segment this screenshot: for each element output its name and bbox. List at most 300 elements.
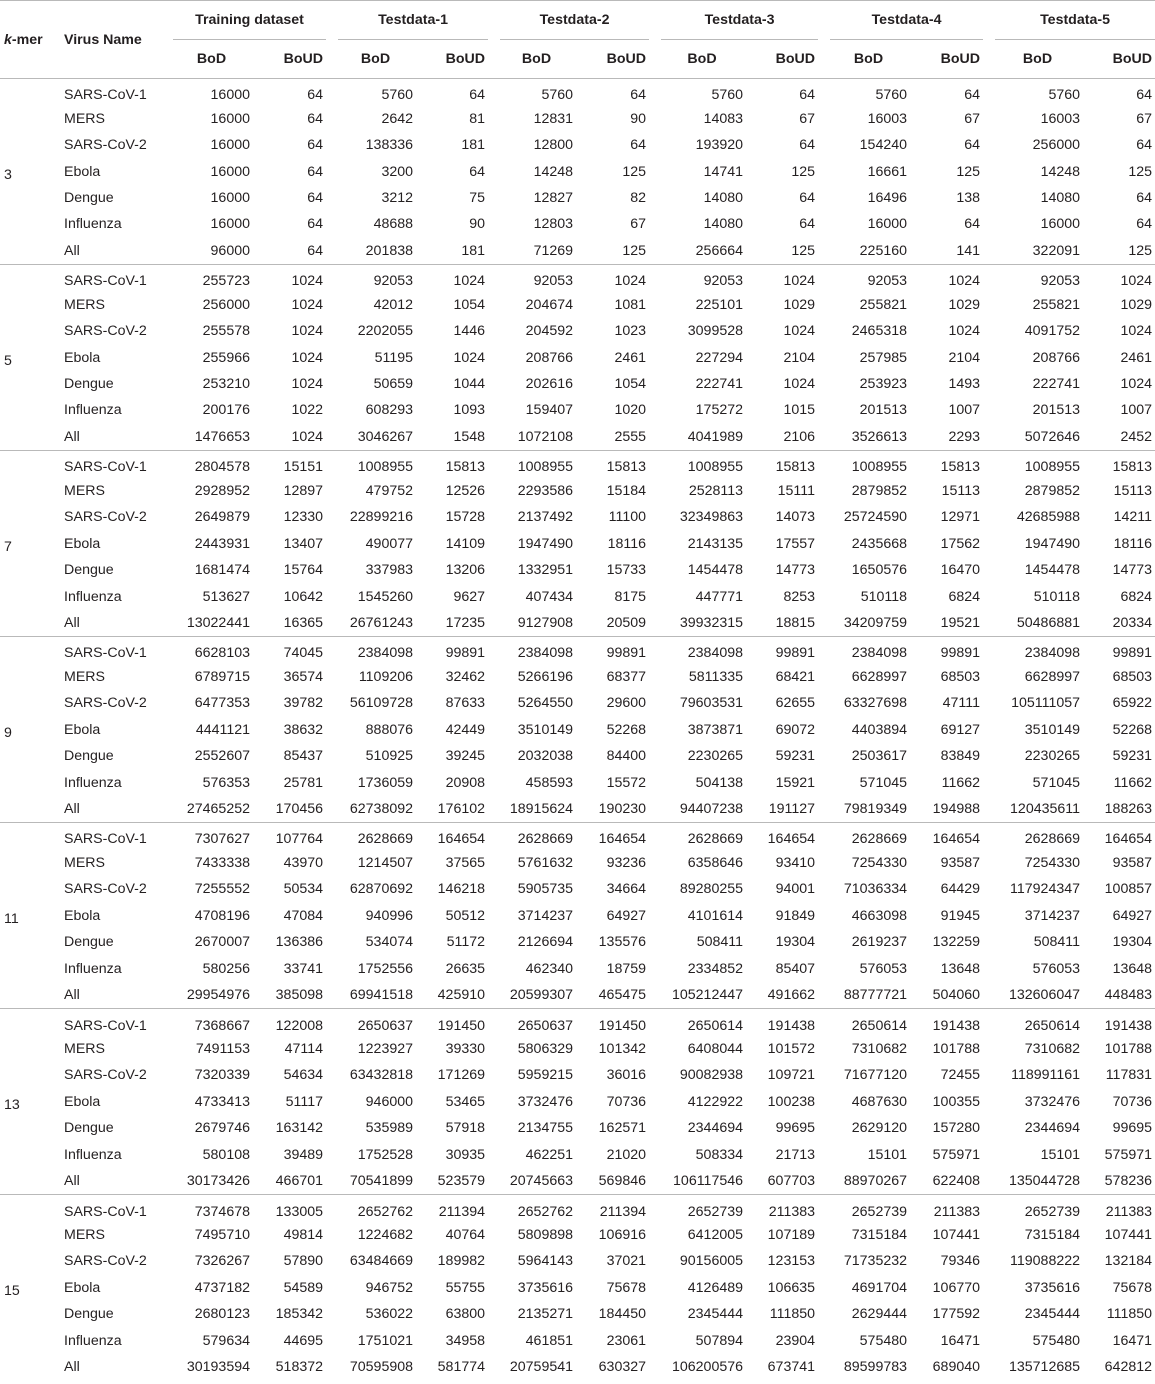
bod-cell: 63484669 <box>349 1253 414 1270</box>
boud-cell: 101788 <box>932 1040 981 1057</box>
bod-cell: 34209759 <box>843 614 908 631</box>
virus-name-cell: Influenza <box>64 1332 122 1349</box>
bod-cell: 479752 <box>365 482 414 499</box>
bod-cell: 29954976 <box>186 987 250 1004</box>
boud-cell: 15113 <box>941 482 981 499</box>
bod-cell: 16000 <box>867 216 908 233</box>
bod-cell: 5760 <box>711 87 744 104</box>
boud-cell: 10642 <box>283 588 324 605</box>
table-row <box>0 982 1155 1009</box>
bod-cell: 580108 <box>202 1146 250 1163</box>
bod-cell: 946000 <box>365 1093 414 1110</box>
bod-cell: 7255552 <box>194 881 250 898</box>
boud-cell: 111850 <box>769 1306 816 1323</box>
boud-cell: 1007 <box>1120 402 1153 419</box>
boud-cell: 44695 <box>283 1332 324 1349</box>
bod-cell: 1332951 <box>517 562 574 579</box>
table-row <box>0 451 1155 478</box>
boud-cell: 2106 <box>783 428 816 445</box>
boud-cell: 70736 <box>606 1093 647 1110</box>
boud-cell: 50512 <box>445 907 486 924</box>
boud-cell: 448483 <box>1104 987 1153 1004</box>
kmer-value: 15 <box>4 1282 20 1299</box>
table-row <box>0 743 1155 769</box>
bod-cell: 51195 <box>374 349 414 366</box>
boud-cell: 465475 <box>598 987 647 1004</box>
bod-cell: 4663098 <box>851 907 908 924</box>
bod-cell: 576053 <box>1032 960 1081 977</box>
boud-cell: 32462 <box>445 668 486 685</box>
bod-cell: 7307627 <box>194 831 250 848</box>
boud-cell: 38632 <box>283 721 324 738</box>
table-row <box>0 397 1155 423</box>
subheader-boud: BoUD <box>1112 51 1153 67</box>
bod-cell: 1752528 <box>357 1146 414 1163</box>
kmer-block <box>0 823 1155 1009</box>
bod-cell: 534074 <box>365 934 414 951</box>
boud-cell: 39782 <box>283 695 324 712</box>
boud-cell: 211383 <box>1105 1203 1153 1220</box>
boud-cell: 16365 <box>283 614 324 631</box>
boud-cell: 15813 <box>940 459 981 476</box>
bod-cell: 16000 <box>1040 216 1081 233</box>
bod-cell: 204674 <box>525 296 574 313</box>
bod-cell: 4687630 <box>851 1093 908 1110</box>
bod-cell: 4122922 <box>687 1093 744 1110</box>
boud-cell: 26635 <box>445 960 486 977</box>
bod-cell: 26761243 <box>349 614 414 631</box>
bod-cell: 2650637 <box>357 1017 414 1034</box>
boud-cell: 64 <box>964 87 981 104</box>
boud-cell: 79346 <box>940 1253 981 1270</box>
boud-cell: 42449 <box>445 721 486 738</box>
bod-cell: 5761632 <box>517 854 574 871</box>
boud-cell: 100238 <box>767 1093 816 1110</box>
bod-cell: 62738092 <box>349 801 414 818</box>
bod-cell: 5760 <box>381 87 414 104</box>
boud-cell: 132259 <box>932 934 981 951</box>
boud-cell: 2452 <box>1120 428 1153 445</box>
boud-cell: 125 <box>1128 242 1153 259</box>
boud-cell: 52268 <box>606 721 647 738</box>
boud-cell: 64 <box>307 216 324 233</box>
bod-cell: 202616 <box>525 376 574 393</box>
bod-cell: 4708196 <box>194 907 250 924</box>
bod-cell: 3873871 <box>687 721 744 738</box>
boud-cell: 75678 <box>606 1279 647 1296</box>
boud-cell: 1054 <box>453 296 486 313</box>
bod-cell: 16496 <box>867 189 908 206</box>
boud-cell: 21713 <box>775 1146 816 1163</box>
boud-cell: 109721 <box>767 1067 816 1084</box>
boud-cell: 1023 <box>614 323 647 340</box>
boud-cell: 29600 <box>606 695 647 712</box>
bod-cell: 208766 <box>1032 349 1081 366</box>
bod-cell: 2230265 <box>1024 748 1081 765</box>
boud-cell: 164654 <box>437 831 486 848</box>
boud-cell: 84400 <box>606 748 647 765</box>
boud-cell: 211383 <box>768 1203 816 1220</box>
table-row <box>0 1354 1155 1380</box>
subheader-row <box>0 40 1155 79</box>
boud-cell: 1093 <box>453 402 486 419</box>
bod-cell: 16000 <box>210 110 250 127</box>
table-row <box>0 292 1155 318</box>
boud-cell: 181 <box>461 242 486 259</box>
boud-cell: 1029 <box>1120 296 1153 313</box>
boud-cell: 23904 <box>775 1332 816 1349</box>
boud-cell: 11662 <box>941 774 981 791</box>
table-row <box>0 1168 1155 1195</box>
boud-cell: 19521 <box>940 614 981 631</box>
boud-cell: 18759 <box>606 960 647 977</box>
bod-cell: 2384098 <box>851 645 908 662</box>
boud-cell: 385098 <box>275 987 324 1004</box>
boud-cell: 36016 <box>606 1067 647 1084</box>
boud-cell: 101572 <box>767 1040 816 1057</box>
bod-cell: 255723 <box>202 273 250 290</box>
boud-cell: 1024 <box>948 273 981 290</box>
bod-cell: 32349863 <box>679 509 744 526</box>
bod-cell: 462340 <box>525 960 574 977</box>
boud-cell: 2293 <box>948 428 981 445</box>
bod-cell: 79603531 <box>679 695 744 712</box>
table-row <box>0 344 1155 370</box>
boud-cell: 191127 <box>768 801 816 818</box>
bod-cell: 96000 <box>210 242 250 259</box>
boud-cell: 47084 <box>283 907 324 924</box>
boud-cell: 1024 <box>1120 323 1153 340</box>
boud-cell: 1024 <box>1120 376 1153 393</box>
bod-cell: 1008955 <box>1024 459 1081 476</box>
boud-cell: 141 <box>956 242 981 259</box>
boud-cell: 491662 <box>767 987 816 1004</box>
bod-cell: 48688 <box>373 216 414 233</box>
boud-cell: 64 <box>307 137 324 154</box>
bod-cell: 256000 <box>202 296 250 313</box>
table-row <box>0 610 1155 637</box>
boud-cell: 191438 <box>932 1017 981 1034</box>
boud-cell: 67 <box>964 110 981 127</box>
boud-cell: 125 <box>791 163 816 180</box>
boud-cell: 99695 <box>1112 1120 1153 1137</box>
bod-cell: 2879852 <box>851 482 908 499</box>
boud-cell: 15921 <box>775 774 816 791</box>
boud-cell: 581774 <box>437 1359 486 1376</box>
bod-cell: 255821 <box>859 296 908 313</box>
bod-cell: 90082938 <box>679 1067 744 1084</box>
boud-cell: 123153 <box>767 1253 816 1270</box>
boud-cell: 425910 <box>437 987 486 1004</box>
boud-cell: 100355 <box>932 1093 981 1110</box>
virus-name-cell: Dengue <box>64 748 114 765</box>
boud-cell: 1548 <box>453 428 486 445</box>
bod-cell: 6408044 <box>687 1040 744 1057</box>
boud-cell: 16470 <box>940 562 981 579</box>
boud-cell: 63800 <box>445 1306 486 1323</box>
bod-cell: 2126694 <box>517 934 574 951</box>
bod-cell: 70595908 <box>349 1359 414 1376</box>
boud-cell: 34958 <box>445 1332 486 1349</box>
bod-cell: 225160 <box>859 242 908 259</box>
bod-cell: 2652762 <box>357 1203 414 1220</box>
virus-name-cell: MERS <box>64 668 105 685</box>
bod-cell: 580256 <box>202 960 250 977</box>
subheader-bod: BoD <box>360 51 391 67</box>
table-row <box>0 823 1155 850</box>
virus-name-cell: SARS-CoV-1 <box>64 273 147 290</box>
boud-cell: 20334 <box>1112 614 1153 631</box>
boud-cell: 125 <box>956 163 981 180</box>
kmer-block <box>0 265 1155 451</box>
boud-cell: 93236 <box>606 854 647 871</box>
bod-cell: 2134755 <box>517 1120 574 1137</box>
virus-name-cell: MERS <box>64 1040 105 1057</box>
bod-cell: 2629120 <box>851 1120 908 1137</box>
virus-name-cell: Dengue <box>64 189 114 206</box>
bod-cell: 7491153 <box>195 1040 250 1057</box>
kmer-block <box>0 637 1155 823</box>
boud-cell: 518372 <box>275 1359 324 1376</box>
boud-cell: 99891 <box>1112 645 1153 662</box>
boud-cell: 18815 <box>775 614 816 631</box>
table-row <box>0 185 1155 211</box>
boud-cell: 93587 <box>1112 854 1153 871</box>
table-header <box>0 1 1155 79</box>
bod-cell: 6628997 <box>1024 668 1081 685</box>
boud-cell: 36574 <box>283 668 324 685</box>
boud-cell: 64 <box>799 87 816 104</box>
boud-cell: 82 <box>630 189 647 206</box>
boud-cell: 64 <box>964 137 981 154</box>
bod-cell: 20759541 <box>509 1359 574 1376</box>
bod-cell: 2465318 <box>851 323 908 340</box>
bod-cell: 536022 <box>365 1306 414 1323</box>
kmer-value: 7 <box>4 538 12 555</box>
bod-cell: 255578 <box>202 323 250 340</box>
bod-cell: 1947490 <box>1024 535 1081 552</box>
bod-cell: 3732476 <box>517 1093 574 1110</box>
bod-cell: 458593 <box>525 774 574 791</box>
bod-cell: 135712685 <box>1009 1359 1081 1376</box>
boud-cell: 138 <box>956 189 981 206</box>
bod-cell: 106200576 <box>672 1359 744 1376</box>
boud-cell: 107189 <box>767 1227 816 1244</box>
boud-cell: 689040 <box>932 1359 981 1376</box>
bod-cell: 508411 <box>696 934 744 951</box>
boud-cell: 17562 <box>940 535 981 552</box>
virus-name-cell: Ebola <box>64 721 101 738</box>
boud-cell: 136386 <box>275 934 324 951</box>
bod-cell: 461851 <box>525 1332 574 1349</box>
boud-cell: 191450 <box>598 1017 647 1034</box>
boud-cell: 16471 <box>1112 1332 1153 1349</box>
boud-cell: 64 <box>1136 189 1153 206</box>
bod-cell: 6628997 <box>851 668 908 685</box>
table-row <box>0 1328 1155 1354</box>
bod-cell: 14080 <box>703 216 744 233</box>
boud-cell: 1024 <box>948 323 981 340</box>
bod-cell: 4041989 <box>687 428 744 445</box>
boud-cell: 11100 <box>608 509 647 526</box>
bod-cell: 1008955 <box>357 459 414 476</box>
boud-cell: 15813 <box>445 459 486 476</box>
bod-cell: 62870692 <box>349 881 414 898</box>
bod-cell: 2650614 <box>687 1017 744 1034</box>
boud-cell: 191438 <box>767 1017 816 1034</box>
boud-cell: 2461 <box>1120 349 1153 366</box>
bod-cell: 1008955 <box>851 459 908 476</box>
boud-cell: 164654 <box>1104 831 1153 848</box>
boud-cell: 40764 <box>445 1227 486 1244</box>
bod-cell: 507894 <box>695 1332 744 1349</box>
boud-cell: 1024 <box>783 376 816 393</box>
virus-name-cell: All <box>64 428 80 445</box>
bod-cell: 89599783 <box>843 1359 908 1376</box>
boud-cell: 111850 <box>1106 1306 1153 1323</box>
boud-cell: 164654 <box>598 831 647 848</box>
boud-cell: 64 <box>630 87 647 104</box>
boud-cell: 99891 <box>445 645 486 662</box>
bod-cell: 2628669 <box>687 831 744 848</box>
boud-cell: 13407 <box>283 535 324 552</box>
bod-cell: 12803 <box>533 216 574 233</box>
bod-cell: 14080 <box>1040 189 1081 206</box>
boud-cell: 2104 <box>783 349 816 366</box>
bod-cell: 92053 <box>533 273 574 290</box>
table-row <box>0 876 1155 902</box>
bod-cell: 256000 <box>1032 137 1081 154</box>
bod-cell: 12827 <box>533 189 574 206</box>
bod-cell: 2680123 <box>194 1306 250 1323</box>
table-row <box>0 557 1155 583</box>
virus-name-cell: All <box>64 1359 80 1376</box>
boud-cell: 170456 <box>275 801 324 818</box>
boud-cell: 466701 <box>275 1173 324 1190</box>
boud-cell: 90 <box>469 216 486 233</box>
bod-cell: 2334852 <box>687 960 744 977</box>
table-row <box>0 1142 1155 1168</box>
boud-cell: 34664 <box>606 881 647 898</box>
bod-cell: 2650637 <box>517 1017 574 1034</box>
bod-cell: 2384098 <box>517 645 574 662</box>
bod-cell: 25724590 <box>843 509 908 526</box>
boud-cell: 135576 <box>598 934 647 951</box>
kmer-header-k: k <box>4 31 12 48</box>
bod-cell: 4101614 <box>687 907 744 924</box>
bod-cell: 225101 <box>695 296 744 313</box>
bod-cell: 119088222 <box>1010 1253 1081 1270</box>
bod-cell: 7315184 <box>1024 1227 1081 1244</box>
virus-name-cell: SARS-CoV-1 <box>64 87 147 104</box>
boud-cell: 185342 <box>275 1306 324 1323</box>
bod-cell: 946752 <box>365 1279 414 1296</box>
bod-cell: 2619237 <box>851 934 908 951</box>
subheader-boud: BoUD <box>445 51 486 67</box>
bod-cell: 2628669 <box>517 831 574 848</box>
boud-cell: 15813 <box>606 459 647 476</box>
boud-cell: 15813 <box>775 459 816 476</box>
bod-cell: 3732476 <box>1024 1093 1081 1110</box>
boud-cell: 125 <box>1128 163 1153 180</box>
boud-cell: 33741 <box>283 960 324 977</box>
boud-cell: 107441 <box>932 1227 981 1244</box>
boud-cell: 99891 <box>940 645 981 662</box>
boud-cell: 64 <box>1136 87 1153 104</box>
bod-cell: 105212447 <box>672 987 744 1004</box>
bod-cell: 2652739 <box>687 1203 744 1220</box>
bod-cell: 5905735 <box>517 881 574 898</box>
group-header-testdata-3: Testdata-3 <box>661 1 818 40</box>
boud-cell: 99695 <box>775 1120 816 1137</box>
boud-cell: 39245 <box>445 748 486 765</box>
bod-cell: 3735616 <box>1024 1279 1081 1296</box>
virus-name-column-header: Virus Name <box>60 1 173 79</box>
kmer-value: 5 <box>4 352 12 369</box>
bod-cell: 257985 <box>859 349 908 366</box>
boud-cell: 72455 <box>940 1067 981 1084</box>
boud-cell: 14773 <box>775 562 816 579</box>
boud-cell: 64 <box>799 137 816 154</box>
boud-cell: 101788 <box>1104 1040 1153 1057</box>
bod-cell: 30193594 <box>186 1359 250 1376</box>
table-row <box>0 1036 1155 1062</box>
bod-cell: 106117546 <box>673 1173 744 1190</box>
bod-cell: 5760 <box>1048 87 1081 104</box>
virus-name-cell: All <box>64 1173 80 1190</box>
boud-cell: 39489 <box>283 1146 324 1163</box>
boud-cell: 64 <box>799 189 816 206</box>
kmer-block <box>0 79 1155 265</box>
boud-cell: 51172 <box>446 934 486 951</box>
bod-cell: 6412005 <box>687 1227 744 1244</box>
boud-cell: 39330 <box>445 1040 486 1057</box>
table-row <box>0 105 1155 131</box>
boud-cell: 64 <box>964 216 981 233</box>
bod-cell: 940996 <box>365 907 414 924</box>
bod-cell: 201513 <box>859 402 908 419</box>
bod-cell: 2652739 <box>1024 1203 1081 1220</box>
bod-cell: 16000 <box>210 163 250 180</box>
virus-name-cell: Influenza <box>64 588 122 605</box>
bod-cell: 71735232 <box>843 1253 908 1270</box>
bod-cell: 5072646 <box>1024 428 1081 445</box>
table-row <box>0 371 1155 397</box>
boud-cell: 20908 <box>445 774 486 791</box>
virus-name-cell: All <box>64 242 80 259</box>
boud-cell: 37565 <box>445 854 486 871</box>
bod-cell: 1223927 <box>357 1040 414 1057</box>
boud-cell: 64927 <box>1112 907 1153 924</box>
bod-cell: 1736059 <box>357 774 414 791</box>
boud-cell: 64 <box>1136 137 1153 154</box>
group-header-testdata-2: Testdata-2 <box>500 1 649 40</box>
bod-cell: 27465252 <box>186 801 250 818</box>
virus-name-cell: Influenza <box>64 774 122 791</box>
boud-cell: 75678 <box>1112 1279 1153 1296</box>
bod-cell: 2552607 <box>194 748 250 765</box>
boud-cell: 107764 <box>275 831 324 848</box>
boud-cell: 12971 <box>940 509 981 526</box>
boud-cell: 569846 <box>598 1173 647 1190</box>
bod-cell: 154240 <box>859 137 908 154</box>
bod-cell: 1224682 <box>357 1227 414 1244</box>
bod-cell: 15101 <box>1040 1146 1081 1163</box>
bod-cell: 508411 <box>1033 934 1081 951</box>
boud-cell: 176102 <box>437 801 486 818</box>
table-row <box>0 1062 1155 1088</box>
subheader-bod: BoD <box>687 51 717 67</box>
